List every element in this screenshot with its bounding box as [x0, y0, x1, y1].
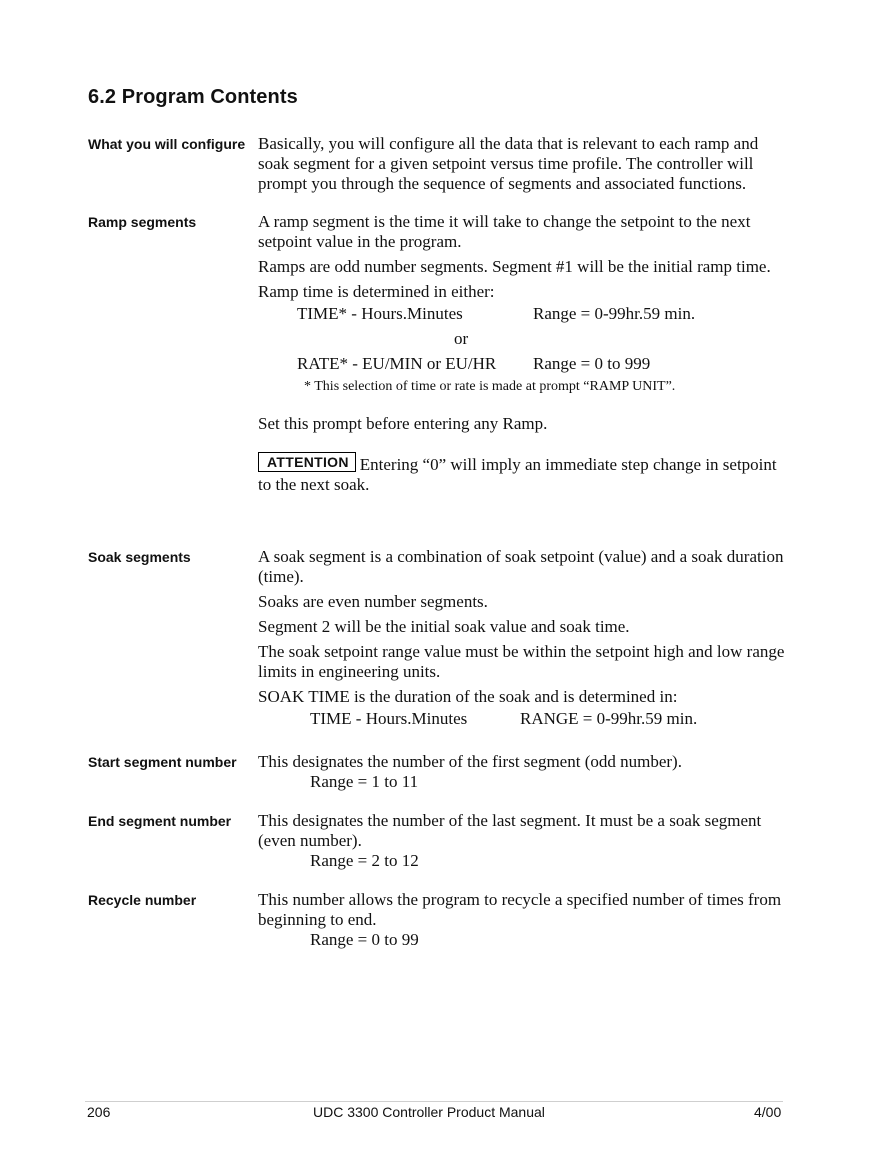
- ramp-paragraph-2: Ramps are odd number segments. Segment #1 will be the initial ramp time.: [258, 257, 771, 276]
- recycle-label: Recycle number: [88, 892, 197, 908]
- ramp-paragraph-4: Set this prompt before entering any Ramp.: [258, 414, 548, 433]
- soak-time-option-row: [258, 707, 788, 732]
- soak-paragraph-4: The soak setpoint range value must be within the setpoint high and low range limits in engineering units.: [258, 642, 785, 681]
- ramp-body: [258, 212, 788, 495]
- end-segment-label: End segment number: [88, 813, 232, 829]
- ramp-time-option-row: [258, 302, 788, 327]
- ramp-unit-note: * This selection of time or rate is made at prompt “RAMP UNIT”.: [304, 379, 676, 394]
- recycle-range: Range = 0 to 99: [310, 930, 419, 949]
- ramp-label: Ramp segments: [88, 214, 197, 230]
- ramp-paragraph-3: Ramp time is determined in either:: [258, 282, 495, 301]
- footer-title: UDC 3300 Controller Product Manual: [313, 1104, 545, 1120]
- ramp-or-text: or: [454, 329, 469, 348]
- start-segment-range: Range = 1 to 11: [310, 772, 419, 791]
- recycle-body: [258, 890, 788, 950]
- soak-paragraph-5: SOAK TIME is the duration of the soak and is determined in:: [258, 687, 678, 706]
- soak-paragraph-3: Segment 2 will be the initial soak value and soak time.: [258, 617, 630, 636]
- attention-paragraph: [258, 452, 788, 495]
- ramp-time-range: Range = 0-99hr.59 min.: [533, 304, 696, 323]
- soak-label: Soak segments: [88, 549, 191, 565]
- configure-label: What you will configure: [88, 136, 246, 152]
- soak-paragraph-2: Soaks are even number segments.: [258, 592, 488, 611]
- end-segment-paragraph: This designates the number of the last segment. It must be a soak segment (even number).: [258, 811, 762, 850]
- attention-text: Entering “0” will imply an immediate step change in setpoint to the next soak.: [258, 455, 777, 494]
- ramp-rate-option-row: [258, 352, 788, 377]
- attention-badge: ATTENTION: [258, 452, 356, 472]
- ramp-time-option: TIME* - Hours.Minutes: [297, 304, 463, 323]
- end-segment-body: [258, 811, 788, 871]
- ramp-rate-option: RATE* - EU/MIN or EU/HR: [297, 354, 497, 373]
- ramp-rate-range: Range = 0 to 999: [533, 354, 651, 373]
- soak-time-range: RANGE = 0-99hr.59 min.: [520, 709, 698, 728]
- ramp-or-row: [258, 327, 788, 352]
- recycle-paragraph: This number allows the program to recycle a specified number of times from beginning to end.: [258, 890, 782, 929]
- footer-page-number: 206: [87, 1104, 111, 1120]
- ramp-paragraph-1: A ramp segment is the time it will take to change the setpoint to the next setpoint value in the program.: [258, 212, 751, 251]
- configure-paragraph: Basically, you will configure all the data that is relevant to each ramp and soak segment for a given setpoint versus time profile. The controller will prompt you through the sequence of segments and associated functions.: [258, 134, 759, 193]
- footer-divider: [85, 1101, 783, 1102]
- footer-date: 4/00: [754, 1104, 782, 1120]
- end-segment-range: Range = 2 to 12: [310, 851, 419, 870]
- start-segment-label: Start segment number: [88, 754, 237, 770]
- soak-body: [258, 547, 788, 732]
- start-segment-paragraph: This designates the number of the first segment (odd number).: [258, 752, 682, 771]
- soak-paragraph-1: A soak segment is a combination of soak setpoint (value) and a soak duration (time).: [258, 547, 784, 586]
- start-segment-body: [258, 752, 788, 792]
- configure-body: [258, 134, 788, 194]
- soak-time-option: TIME - Hours.Minutes: [310, 709, 468, 728]
- section-heading: 6.2 Program Contents: [88, 86, 298, 108]
